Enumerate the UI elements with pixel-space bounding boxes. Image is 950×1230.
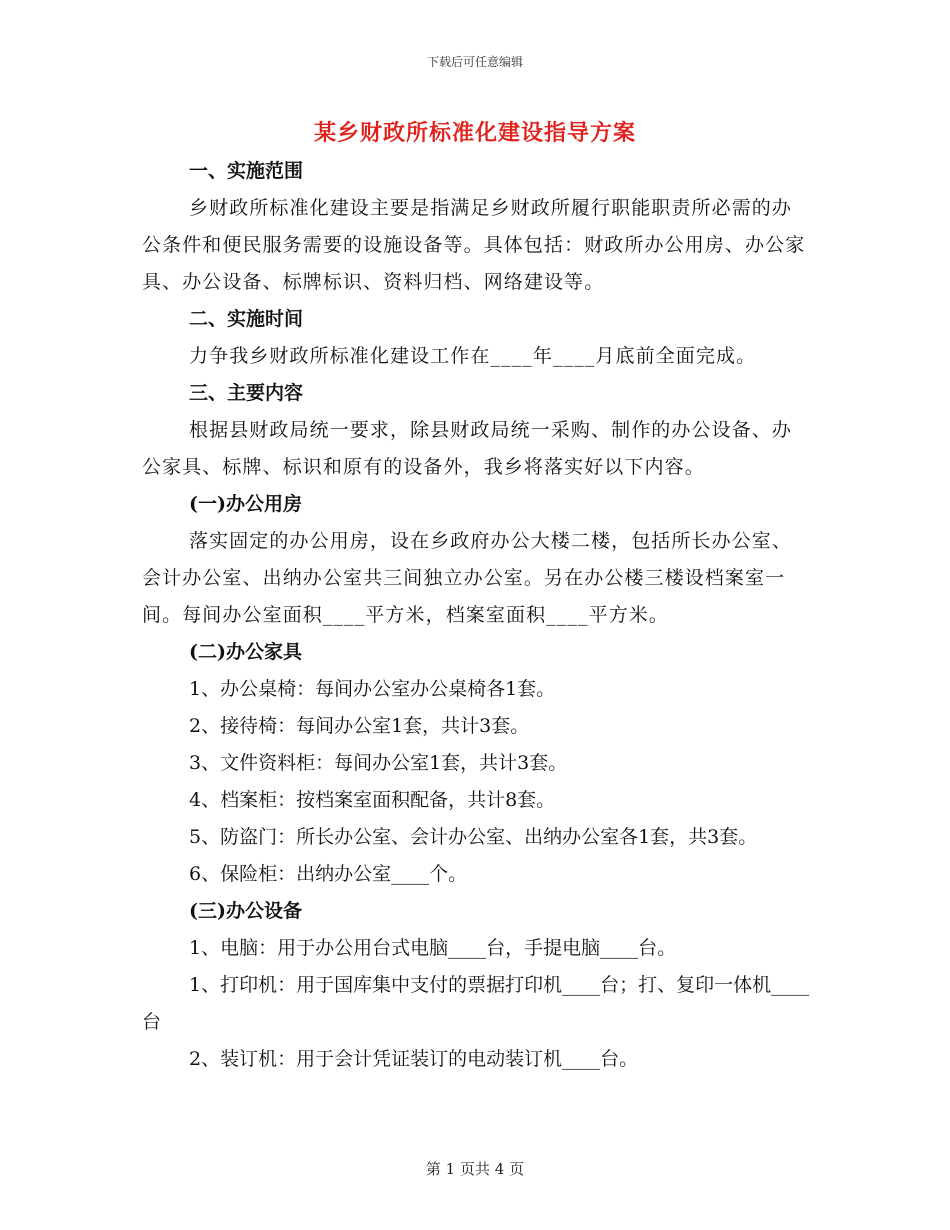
section-heading-scope: 一、实施范围: [189, 160, 304, 182]
list-item: 4、档案柜：按档案室面积配备，共计8套。: [189, 789, 556, 811]
document-title: 某乡财政所标准化建设指导方案: [313, 120, 636, 146]
list-item: 1、打印机：用于国库集中支付的票据打印机____台；打、复印一体机____台: [142, 974, 810, 1033]
header-note: 下载后可任意编辑: [426, 55, 523, 69]
section-paragraph-content: 根据县财政局统一要求，除县财政局统一采购、制作的办公设备、办公家具、标牌、标识和原有的设备外，我乡将落实好以下内容。: [142, 419, 793, 478]
subsection-heading-office-space: (一)办公用房: [189, 493, 302, 515]
list-item: 1、办公桌椅：每间办公室办公桌椅各1套。: [189, 678, 556, 700]
subsection-heading-furniture: (二)办公家具: [189, 641, 302, 663]
list-item: 1、电脑：用于办公用台式电脑____台，手提电脑____台。: [189, 937, 677, 959]
section-heading-time: 二、实施时间: [189, 308, 304, 330]
subsection-heading-equipment: (三)办公设备: [189, 900, 302, 922]
list-item: 2、装订机：用于会计凭证装订的电动装订机____台。: [189, 1048, 639, 1070]
subsection-paragraph-office-space: 落实固定的办公用房，设在乡政府办公大楼二楼，包括所长办公室、会计办公室、出纳办公室共三间独立办公室。另在办公楼三楼设档案室一间。每间办公室面积____平方米，档案室面积____平方米。: [142, 530, 793, 626]
list-item: 5、防盗门：所长办公室、会计办公室、出纳办公室各1套，共3套。: [189, 826, 758, 848]
list-item: 2、接待椅：每间办公室1套，共计3套。: [189, 715, 530, 737]
document-body: [142, 153, 810, 1078]
section-paragraph-time: 力争我乡财政所标准化建设工作在____年____月底前全面完成。: [189, 345, 757, 367]
section-paragraph-scope: 乡财政所标准化建设主要是指满足乡财政所履行职能职责所必需的办公条件和便民服务需要的设施设备等。具体包括：财政所办公用房、办公家具、办公设备、标牌标识、资料归档、网络建设等。: [142, 197, 806, 293]
list-item: 3、文件资料柜：每间办公室1套，共计3套。: [189, 752, 568, 774]
list-item: 6、保险柜：出纳办公室____个。: [189, 863, 468, 885]
page-footer: 第 1 页共 4 页: [425, 1160, 525, 1178]
section-heading-content: 三、主要内容: [189, 382, 304, 404]
